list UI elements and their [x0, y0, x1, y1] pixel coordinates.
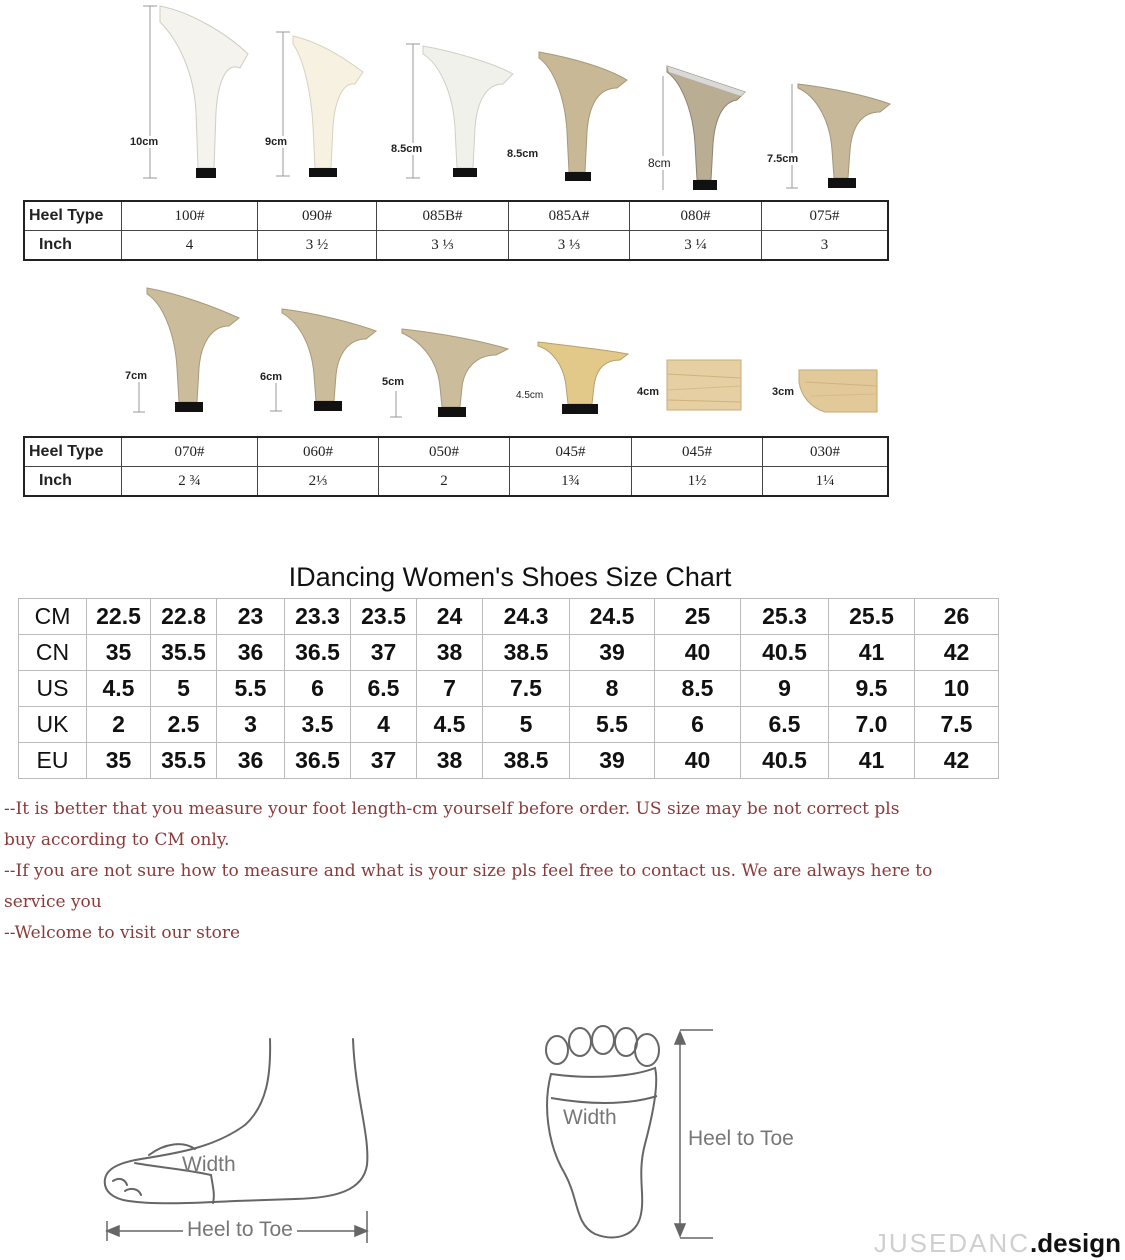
size-cell: 2	[87, 707, 151, 743]
heel-type-cell: 075#	[762, 201, 889, 231]
table-row	[24, 231, 888, 261]
size-cell: 35	[87, 635, 151, 671]
heel-image-090	[265, 30, 375, 180]
brand-domain: .design	[1029, 1228, 1121, 1258]
size-cell: 40.5	[741, 635, 829, 671]
size-cell: 41	[829, 635, 915, 671]
size-chart-title: IDancing Women's Shoes Size Chart	[288, 562, 732, 592]
heel-height-label: 3cm	[772, 386, 795, 398]
heel-height-label: 7cm	[125, 370, 148, 382]
size-row-label: CM	[19, 599, 87, 635]
heel-type-cell: 050#	[379, 437, 510, 467]
heel-type-table-1	[23, 200, 889, 261]
heel-height-label: 5cm	[382, 376, 405, 388]
heel-height-label: 4cm	[637, 386, 660, 398]
size-cell: 5.5	[570, 707, 655, 743]
size-cell: 4.5	[417, 707, 483, 743]
size-row-label: UK	[19, 707, 87, 743]
size-cell: 23	[217, 599, 285, 635]
size-cell: 5	[151, 671, 217, 707]
heel-height-label: 4.5cm	[516, 390, 544, 401]
inch-cell: 3 ½	[258, 231, 377, 261]
size-cell: 36	[217, 743, 285, 779]
size-cell: 37	[351, 635, 417, 671]
size-cell: 6.5	[351, 671, 417, 707]
inch-cell: 3 ¼	[630, 231, 762, 261]
table-row	[24, 437, 888, 467]
size-cell: 5	[483, 707, 570, 743]
heel-height-label: 9cm	[265, 136, 288, 148]
size-cell: 22.5	[87, 599, 151, 635]
size-cell: 38.5	[483, 635, 570, 671]
heel-image-085B	[395, 40, 520, 182]
size-cell: 6.5	[741, 707, 829, 743]
size-cell: 25.5	[829, 599, 915, 635]
heel-image-070	[125, 284, 245, 416]
note-line: service you	[4, 892, 102, 912]
size-cell: 24.3	[483, 599, 570, 635]
inch-cell: 1½	[632, 467, 763, 497]
note-line: --If you are not sure how to measure and what is your size pls feel free to contact us. We are always here to	[4, 861, 933, 881]
heel-image-075	[780, 80, 895, 192]
size-cell: 25.3	[741, 599, 829, 635]
size-row-label: EU	[19, 743, 87, 779]
heel-height-label: 6cm	[260, 371, 283, 383]
size-chart-table	[18, 598, 999, 779]
size-cell: 35	[87, 743, 151, 779]
size-cell: 38.5	[483, 743, 570, 779]
size-cell: 7.5	[483, 671, 570, 707]
size-cell: 37	[351, 743, 417, 779]
size-cell: 4.5	[87, 671, 151, 707]
heel-image-085A	[505, 50, 635, 185]
table-row	[19, 743, 999, 779]
size-cell: 35.5	[151, 743, 217, 779]
heel-height-label: 8cm	[648, 156, 671, 170]
heel-height-label: 10cm	[130, 136, 159, 148]
heel-height-label: 8.5cm	[507, 148, 539, 160]
sole-heel-to-toe-label: Heel to Toe	[688, 1127, 794, 1150]
size-cell: 3	[217, 707, 285, 743]
size-cell: 39	[570, 743, 655, 779]
size-cell: 23.5	[351, 599, 417, 635]
heel-height-label: 8.5cm	[391, 143, 423, 155]
table-row	[24, 201, 888, 231]
row-header-heel-type: Heel Type	[24, 437, 122, 467]
size-cell: 8	[570, 671, 655, 707]
note-line: --It is better that you measure your foot length-cm yourself before order. US size may be not correct pls	[4, 799, 900, 819]
note-line: --Welcome to visit our store	[4, 923, 241, 943]
size-cell: 6	[655, 707, 741, 743]
size-cell: 9	[741, 671, 829, 707]
inch-cell: 1¼	[763, 467, 889, 497]
size-cell: 24	[417, 599, 483, 635]
inch-cell: 2	[379, 467, 510, 497]
row-header-heel-type: Heel Type	[24, 201, 122, 231]
brand-name: JUSEDANC	[873, 1228, 1030, 1258]
inch-cell: 2 ¾	[122, 467, 258, 497]
row-header-inch: Inch	[24, 231, 122, 261]
size-cell: 2.5	[151, 707, 217, 743]
heel-type-cell: 060#	[258, 437, 379, 467]
heel-type-cell: 080#	[630, 201, 762, 231]
size-cell: 9.5	[829, 671, 915, 707]
inch-cell: 3 ⅓	[377, 231, 509, 261]
size-cell: 7.0	[829, 707, 915, 743]
size-cell: 40.5	[741, 743, 829, 779]
size-cell: 25	[655, 599, 741, 635]
size-cell: 7.5	[915, 707, 999, 743]
row-header-inch: Inch	[24, 467, 122, 497]
inch-cell: 1¾	[510, 467, 632, 497]
note-line: buy according to CM only.	[4, 830, 230, 850]
heel-type-cell: 085A#	[509, 201, 630, 231]
heel-image-050	[382, 325, 512, 419]
heel-type-cell: 045#	[510, 437, 632, 467]
size-cell: 42	[915, 743, 999, 779]
size-cell: 36.5	[285, 635, 351, 671]
inch-cell: 4	[122, 231, 258, 261]
heel-image-030	[795, 368, 880, 416]
size-cell: 41	[829, 743, 915, 779]
heel-type-table-2	[23, 436, 889, 497]
inch-cell: 3 ⅓	[509, 231, 630, 261]
heel-type-cell: 070#	[122, 437, 258, 467]
size-row-label: CN	[19, 635, 87, 671]
side-heel-to-toe-label: Heel to Toe	[183, 1218, 297, 1242]
size-cell: 10	[915, 671, 999, 707]
size-cell: 39	[570, 635, 655, 671]
size-cell: 5.5	[217, 671, 285, 707]
size-cell: 4	[351, 707, 417, 743]
heel-image-045b	[665, 356, 745, 414]
size-row-label: US	[19, 671, 87, 707]
table-row	[19, 707, 999, 743]
heel-type-cell: 090#	[258, 201, 377, 231]
table-row	[19, 671, 999, 707]
table-row	[19, 599, 999, 635]
size-cell: 40	[655, 743, 741, 779]
brand-watermark	[874, 1228, 1121, 1259]
size-cell: 26	[915, 599, 999, 635]
heel-image-060	[262, 305, 382, 415]
size-cell: 36	[217, 635, 285, 671]
heel-image-045a	[528, 338, 633, 418]
side-width-label: Width	[182, 1153, 236, 1176]
table-row	[19, 635, 999, 671]
heel-type-cell: 100#	[122, 201, 258, 231]
heel-type-cell: 030#	[763, 437, 889, 467]
size-cell: 35.5	[151, 635, 217, 671]
size-cell: 40	[655, 635, 741, 671]
size-cell: 22.8	[151, 599, 217, 635]
size-cell: 38	[417, 743, 483, 779]
size-cell: 24.5	[570, 599, 655, 635]
heel-image-080	[645, 62, 755, 194]
size-cell: 38	[417, 635, 483, 671]
heel-image-100	[130, 2, 260, 182]
inch-cell: 2⅓	[258, 467, 379, 497]
inch-cell: 3	[762, 231, 889, 261]
table-row	[24, 467, 888, 497]
size-cell: 23.3	[285, 599, 351, 635]
size-cell: 42	[915, 635, 999, 671]
heel-type-cell: 085B#	[377, 201, 509, 231]
size-cell: 7	[417, 671, 483, 707]
size-cell: 3.5	[285, 707, 351, 743]
size-cell: 6	[285, 671, 351, 707]
size-cell: 36.5	[285, 743, 351, 779]
heel-height-label: 7.5cm	[767, 153, 799, 165]
sole-width-label: Width	[563, 1106, 617, 1129]
heel-type-cell: 045#	[632, 437, 763, 467]
size-cell: 8.5	[655, 671, 741, 707]
